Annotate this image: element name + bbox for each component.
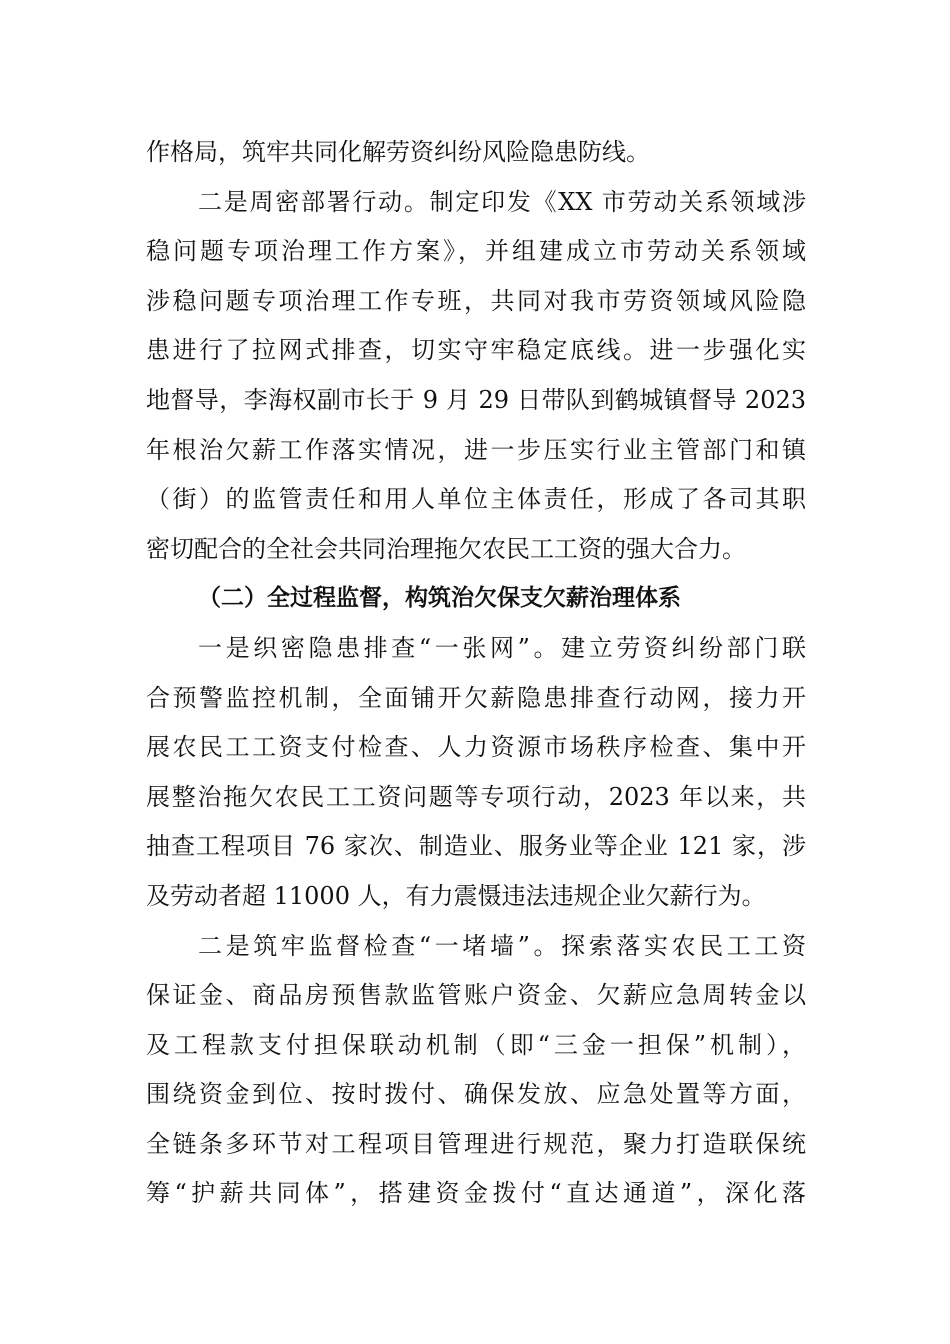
paragraph-line: 展整治拖欠农民工工资问题等专项行动，2023 年以来，共 <box>146 782 806 811</box>
section-heading: （二）全过程监督，构筑治欠保支欠薪治理体系 <box>198 585 681 612</box>
paragraph-line: 稳问题专项治理工作方案》，并组建成立市劳动关系领域 <box>146 237 806 266</box>
paragraph-line: 保证金、商品房预售款监管账户资金、欠薪应急周转金以 <box>146 981 806 1010</box>
paragraph-line: 筹“护薪共同体”，搭建资金拨付“直达通道”，深化落 <box>146 1179 806 1208</box>
paragraph-line: 年根治欠薪工作落实情况，进一步压实行业主管部门和镇 <box>146 435 806 464</box>
paragraph-line: 抽查工程项目 76 家次、制造业、服务业等企业 121 家，涉 <box>146 832 806 861</box>
paragraph-line: 及劳动者超 11000 人，有力震慑违法违规企业欠薪行为。 <box>146 881 766 910</box>
paragraph-line: 二是筑牢监督检查“一堵墙”。探索落实农民工工资 <box>198 931 806 960</box>
paragraph-line: （街）的监管责任和用人单位主体责任，形成了各司其职 <box>146 485 806 514</box>
paragraph-line: 患进行了拉网式排查，切实守牢稳定底线。进一步强化实 <box>146 336 806 365</box>
paragraph-line: 密切配合的全社会共同治理拖欠农民工工资的强大合力。 <box>146 534 746 563</box>
paragraph-line: 地督导，李海权副市长于 9 月 29 日带队到鹤城镇督导 2023 <box>146 385 806 414</box>
paragraph-line: 及工程款支付担保联动机制（即“三金一担保”机制）， <box>146 1030 806 1059</box>
paragraph-line: 一是织密隐患排查“一张网”。建立劳资纠纷部门联 <box>198 633 806 662</box>
paragraph-line: 合预警监控机制，全面铺开欠薪隐患排查行动网，接力开 <box>146 683 806 712</box>
document-body <box>146 128 806 1219</box>
paragraph-line: 作格局，筑牢共同化解劳资纠纷风险隐患防线。 <box>146 138 650 166</box>
paragraph-line: 展农民工工资支付检查、人力资源市场秩序检查、集中开 <box>146 733 806 762</box>
paragraph-line: 全链条多环节对工程项目管理进行规范，聚力打造联保统 <box>146 1129 806 1158</box>
paragraph-line: 围绕资金到位、按时拨付、确保发放、应急处置等方面， <box>146 1080 806 1109</box>
paragraph-line: 二是周密部署行动。制定印发《XX 市劳动关系领域涉 <box>198 187 806 216</box>
paragraph-line: 涉稳问题专项治理工作专班，共同对我市劳资领域风险隐 <box>146 286 806 315</box>
